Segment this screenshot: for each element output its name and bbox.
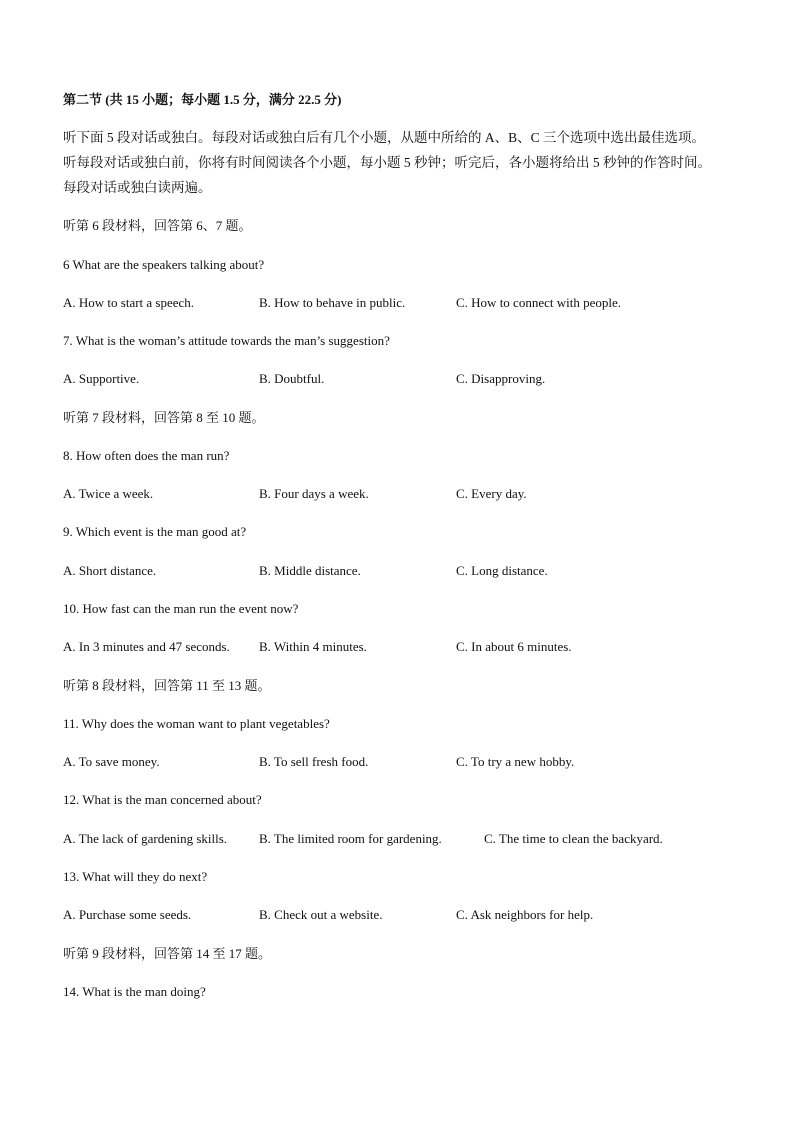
group-instruction: 听第 7 段材料，回答第 8 至 10 题。 bbox=[63, 410, 265, 425]
section-intro-line-2: 听每段对话或独白前，你将有时间阅读各个小题，每小题 5 秒钟；听完后，各小题将给出 5 秒钟的作答时间。 bbox=[63, 155, 711, 170]
option-b: B. Four days a week. bbox=[259, 486, 369, 501]
question-stem: 8. How often does the man run? bbox=[63, 448, 230, 463]
option-c: C. Ask neighbors for help. bbox=[456, 907, 594, 922]
option-c: C. Long distance. bbox=[456, 563, 548, 578]
option-a: A. Supportive. bbox=[63, 371, 140, 386]
option-a: A. Purchase some seeds. bbox=[63, 907, 192, 922]
question-stem: 9. Which event is the man good at? bbox=[63, 524, 247, 539]
section-heading: 第二节 (共 15 小题；每小题 1.5 分，满分 22.5 分) bbox=[63, 92, 342, 107]
question-stem: 10. How fast can the man run the event now? bbox=[63, 601, 299, 616]
question-stem: 12. What is the man concerned about? bbox=[63, 792, 262, 807]
option-a: A. How to start a speech. bbox=[63, 295, 195, 310]
option-a: A. Twice a week. bbox=[63, 486, 154, 501]
option-c: C. How to connect with people. bbox=[456, 295, 621, 310]
question-stem: 7. What is the woman’s attitude towards the man’s suggestion? bbox=[63, 333, 390, 348]
option-b: B. Check out a website. bbox=[259, 907, 383, 922]
option-a: A. Short distance. bbox=[63, 563, 157, 578]
option-a: A. The lack of gardening skills. bbox=[63, 831, 228, 846]
option-c: C. Every day. bbox=[456, 486, 527, 501]
group-instruction: 听第 6 段材料，回答第 6、7 题。 bbox=[63, 218, 252, 233]
question-stem: 13. What will they do next? bbox=[63, 869, 208, 884]
option-b: B. Doubtful. bbox=[259, 371, 325, 386]
option-b: B. Within 4 minutes. bbox=[259, 639, 367, 654]
option-b: B. Middle distance. bbox=[259, 563, 361, 578]
group-instruction: 听第 9 段材料，回答第 14 至 17 题。 bbox=[63, 946, 272, 961]
question-stem: 6 What are the speakers talking about? bbox=[63, 257, 265, 272]
option-a: A. To save money. bbox=[63, 754, 160, 769]
option-b: B. To sell fresh food. bbox=[259, 754, 369, 769]
question-stem: 14. What is the man doing? bbox=[63, 984, 206, 999]
option-a: A. In 3 minutes and 47 seconds. bbox=[63, 639, 230, 654]
section-intro-line-1: 听下面 5 段对话或独白。每段对话或独白后有几个小题，从题中所给的 A、B、C 三个选项中选出最佳选项。 bbox=[63, 130, 706, 145]
option-c: C. In about 6 minutes. bbox=[456, 639, 572, 654]
option-c: C. Disapproving. bbox=[456, 371, 546, 386]
group-instruction: 听第 8 段材料，回答第 11 至 13 题。 bbox=[63, 678, 271, 693]
option-c: C. The time to clean the backyard. bbox=[484, 831, 663, 846]
option-b: B. The limited room for gardening. bbox=[259, 831, 442, 846]
question-stem: 11. Why does the woman want to plant vegetables? bbox=[63, 716, 330, 731]
section-intro-line-3: 每段对话或独白读两遍。 bbox=[63, 180, 212, 195]
option-b: B. How to behave in public. bbox=[259, 295, 406, 310]
option-c: C. To try a new hobby. bbox=[456, 754, 575, 769]
